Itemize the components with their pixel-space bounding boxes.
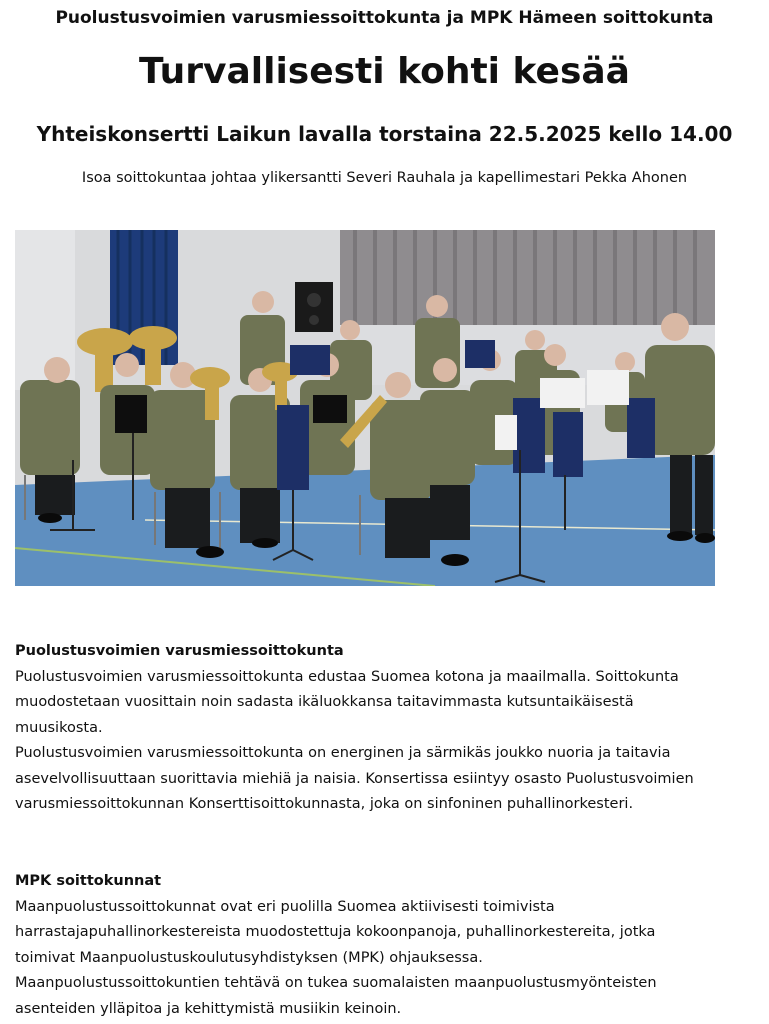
paragraph-line: asenteiden ylläpitoa ja kehittymistä musiikin keinoin.	[15, 1000, 402, 1017]
paragraph-line: harrastajapuhallinorkestereista muodostettuja kokoonpanoja, puhallinorkestereita, jotka	[15, 924, 656, 940]
concert-date-line: Yhteiskonsertti Laikun lavalla torstaina 22.5.2025 kello 14.00	[36, 122, 733, 146]
band-photo	[15, 230, 715, 586]
section-heading: MPK soittokunnat	[15, 873, 162, 889]
paragraph-line: Maanpuolustussoittokuntien tehtävä on tukea suomalaisten maanpuolustusmyönteisten	[15, 975, 657, 991]
paragraph-line: toimivat Maanpuolustuskoulutusyhdistyksen (MPK) ohjauksessa.	[15, 949, 483, 966]
event-title: Turvallisesti kohti kesää	[139, 51, 630, 92]
paragraph-line: varusmiessoittokunnan Konserttisoittokunnasta, joka on sinfoninen puhallinorkesteri.	[15, 796, 634, 812]
paragraph-line: muodostetaan vuosittain noin sadasta ikäluokkansa taitavimmasta kutsuntaikäisestä	[15, 694, 634, 710]
paragraph-line: Puolustusvoimien varusmiessoittokunta edustaa Suomea kotona ja maailmalla. Soittokunta	[15, 668, 679, 685]
paragraph-line: muusikosta.	[15, 719, 103, 736]
section-mpk-soittokunnat	[15, 869, 755, 1022]
paragraph-line: Maanpuolustussoittokunnat ovat eri puolilla Suomea aktiivisesti toimivista	[15, 898, 555, 915]
conductors-line: Isoa soittokuntaa johtaa ylikersantti Severi Rauhala ja kapellimestari Pekka Ahonen	[81, 170, 688, 186]
section-puolustusvoimien-varusmiessoittokunta	[15, 639, 755, 818]
band-photo-illustration	[15, 230, 715, 586]
paragraph-line: Puolustusvoimien varusmiessoittokunta on energinen ja särmikäs joukko nuoria ja taitavia	[15, 745, 671, 761]
paragraph-line: asevelvollisuuttaan suorittavia miehiä ja naisia. Konsertissa esiintyy osasto Puolustusvoimien	[15, 770, 694, 787]
section-heading: Puolustusvoimien varusmiessoittokunta	[15, 643, 344, 659]
event-subtitle: Puolustusvoimien varusmiessoittokunta ja MPK Hämeen soittokunta	[55, 8, 714, 28]
